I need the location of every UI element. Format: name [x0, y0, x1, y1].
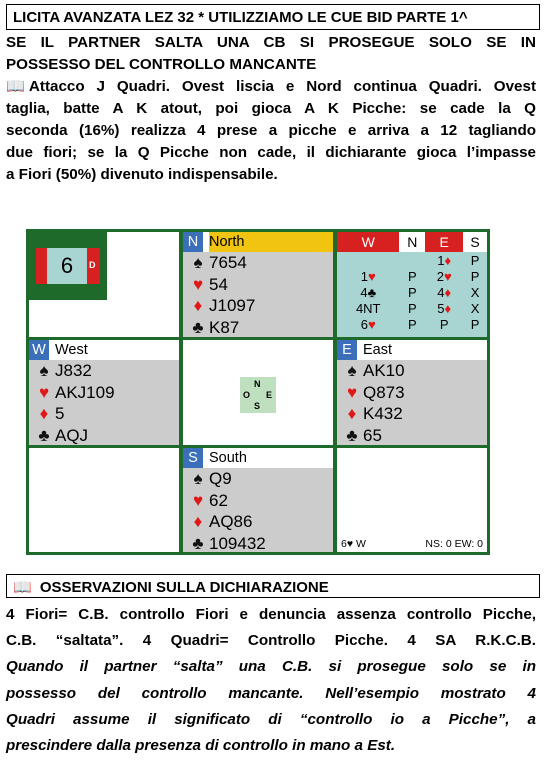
empty-cell-sw [29, 448, 179, 552]
west-header [29, 340, 179, 360]
diamond-icon: ♦ [193, 512, 203, 531]
contract: 6♥ W [341, 538, 366, 550]
north-seat-label: N [183, 232, 203, 252]
east-name: East [363, 342, 393, 358]
observation-line-4: possesso del controllo mancante. Nell’esempio mostrato 4 [6, 684, 536, 702]
bidding-table [337, 232, 487, 332]
bid-header-east: E [425, 232, 463, 252]
bid-header-north: N [399, 232, 425, 252]
east-hand [337, 340, 487, 445]
west-seat-label: W [29, 340, 49, 360]
status-bar [337, 536, 487, 552]
bridge-board [26, 229, 490, 555]
north-hand [183, 232, 333, 337]
bid-cell: 5♦ [437, 300, 452, 316]
observations-text [6, 602, 536, 759]
intro-para-line-5: a Fiori (50%) divenuto indispensabile. [6, 166, 278, 183]
west-clubs: AQJ [55, 425, 89, 445]
north-name: North [209, 232, 333, 252]
bid-cell: X [470, 300, 480, 316]
heart-icon: ♥ [192, 274, 204, 294]
bid-cell: 4NT [355, 300, 381, 316]
lesson-title [6, 4, 540, 30]
bid-cell: P [407, 284, 417, 300]
west-spades: J832 [55, 361, 92, 380]
north-header [183, 232, 333, 252]
bid-header-west: W [337, 232, 399, 252]
bid-cell: P [470, 268, 480, 284]
south-name: South [209, 450, 247, 466]
north-clubs: K87 [209, 317, 240, 337]
diamond-icon: ♦ [193, 296, 203, 315]
south-header [183, 448, 333, 468]
bid-cell: X [470, 284, 480, 300]
north-spades: 7654 [209, 253, 247, 272]
compass-s: S [254, 401, 261, 411]
board-number-cell [29, 232, 179, 337]
observations-title-text: OSSERVAZIONI SULLA DICHIARAZIONE [39, 579, 329, 596]
north-hearts: 54 [209, 274, 228, 294]
east-hearts: Q873 [363, 382, 405, 402]
observation-line-5: Quadri assume il significato di “controllo io a Picche”, a [6, 710, 536, 728]
intro-para-line-2: taglia, batte A K atout, poi gioca A K Picche: se cade la Q [6, 100, 536, 117]
result-cell [337, 448, 487, 552]
bid-cell: P [407, 300, 417, 316]
intro-para-line-1: Attacco J Quadri. Ovest liscia e Nord continua Quadri. Ovest [28, 78, 536, 95]
bid-cell: 6♥ [360, 316, 376, 332]
heart-icon: ♥ [38, 382, 50, 402]
south-diamonds: AQ86 [209, 512, 253, 531]
observation-line-1: 4 Fiori= C.B. controllo Fiori e denuncia assenza controllo Picche, [6, 606, 536, 623]
compass-o: O [243, 390, 251, 400]
bid-cell: P [470, 316, 480, 332]
spade-icon: ♠ [193, 469, 203, 488]
south-seat-label: S [183, 448, 203, 468]
heart-icon: ♥ [192, 490, 204, 510]
east-spades: AK10 [363, 361, 405, 380]
bid-cell: P [407, 268, 417, 284]
east-header [337, 340, 487, 360]
bid-cell: P [439, 316, 449, 332]
intro-para-line-4: due fiori; se la Q Picche non cade, il dichiarante gioca l’impasse [6, 144, 536, 161]
observation-line-6: prescindere dalla presenza di controllo in mano a Est. [6, 737, 396, 755]
compass-icon [240, 377, 276, 413]
bid-cell [399, 252, 425, 268]
diamond-icon: ♦ [39, 404, 49, 423]
west-diamonds: 5 [55, 404, 65, 423]
east-clubs: 65 [363, 425, 382, 445]
bid-cell: P [470, 252, 480, 268]
bid-cell: P [407, 316, 417, 332]
bid-cell: 2♥ [436, 268, 452, 284]
diamond-icon: ♦ [347, 404, 357, 423]
south-clubs: 109432 [209, 533, 266, 553]
intro-para-line-3: seconda (16%) realizza 4 prese a picche e arriva a 12 tagliando [6, 122, 536, 139]
observation-line-2: C.B. “saltata”. 4 Quadri= Controllo Picche. 4 SA R.K.C.B. [6, 632, 536, 650]
club-icon: ♣ [192, 533, 204, 553]
west-name: West [55, 342, 88, 358]
bid-header-south: S [463, 232, 487, 252]
board-number: 6 [47, 248, 87, 284]
bidding-box [337, 232, 487, 337]
south-hearts: 62 [209, 490, 228, 510]
club-icon: ♣ [346, 425, 358, 445]
south-hand [183, 448, 333, 552]
heart-icon: ♥ [346, 382, 358, 402]
intro-text [6, 32, 536, 186]
bid-cell: 1♥ [360, 268, 376, 284]
east-diamonds: K432 [363, 404, 403, 423]
south-spades: Q9 [209, 469, 232, 488]
club-icon: ♣ [192, 317, 204, 337]
lesson-title-text: LICITA AVANZATA LEZ 32 * UTILIZZIAMO LE CUE BID PARTE 1^ [13, 9, 468, 26]
observation-line-3: Quando il partner “salta” una C.B. si prosegue solo se in [6, 658, 536, 676]
bid-cell: 4♣ [360, 284, 377, 300]
dealer-badge: D [89, 260, 96, 270]
intro-heading-line-2: POSSESSO DEL CONTROLLO MANCANTE [6, 56, 317, 73]
club-icon: ♣ [38, 425, 50, 445]
spade-icon: ♠ [39, 361, 49, 380]
west-hand [29, 340, 179, 445]
book-icon: 📖 [13, 579, 32, 596]
book-icon: 📖 [6, 78, 25, 95]
intro-heading-line-1: SE IL PARTNER SALTA UNA CB SI PROSEGUE SOLO SE IN [6, 34, 536, 51]
table-center [183, 340, 333, 445]
compass-n: N [254, 379, 261, 389]
bid-cell [337, 252, 399, 268]
north-diamonds: J1097 [209, 296, 256, 315]
west-hearts: AKJ109 [55, 382, 115, 402]
east-seat-label: E [337, 340, 357, 360]
bid-cell: 1♦ [437, 252, 452, 268]
bid-cell: 4♦ [437, 284, 452, 300]
spade-icon: ♠ [347, 361, 357, 380]
score: NS: 0 EW: 0 [425, 538, 483, 550]
compass-e: E [266, 390, 273, 400]
spade-icon: ♠ [193, 253, 203, 272]
observations-title [6, 574, 540, 598]
